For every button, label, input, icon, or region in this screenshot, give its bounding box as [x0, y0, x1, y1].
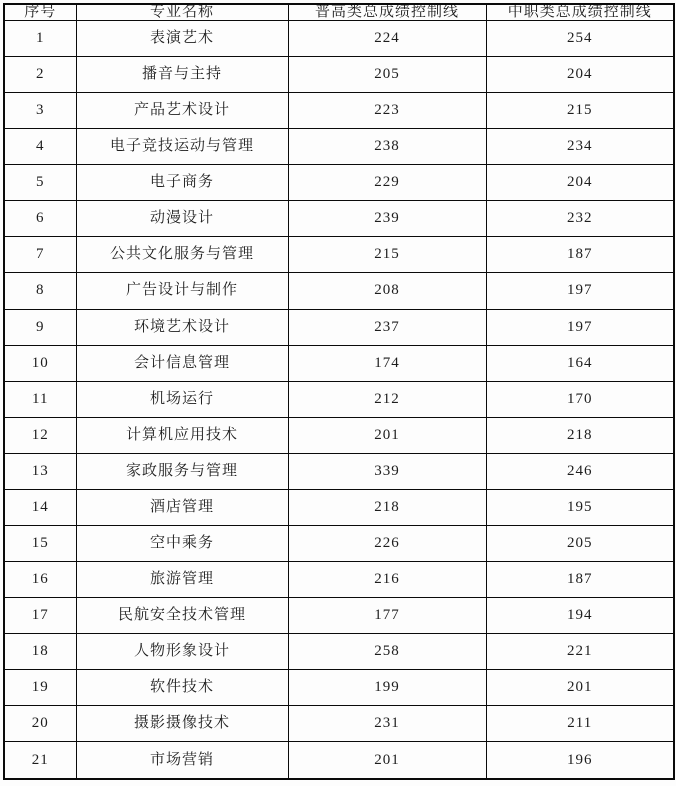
zhongzhi-score-cell: 246: [486, 453, 674, 489]
serial-number-cell: 9: [4, 309, 76, 345]
major-name-cell: 市场营销: [76, 742, 288, 779]
zhongzhi-score-cell: 187: [486, 561, 674, 597]
major-name-cell: 软件技术: [76, 670, 288, 706]
header-major-name: 专业名称: [76, 4, 288, 21]
serial-number-cell: 19: [4, 670, 76, 706]
serial-number-cell: 21: [4, 742, 76, 779]
major-name-cell: 民航安全技术管理: [76, 598, 288, 634]
pugao-score-cell: 212: [288, 381, 486, 417]
table-row: [4, 598, 674, 634]
serial-number-cell: 17: [4, 598, 76, 634]
major-name-cell: 环境艺术设计: [76, 309, 288, 345]
table-row: [4, 21, 674, 57]
serial-number-cell: 6: [4, 201, 76, 237]
pugao-score-cell: 223: [288, 93, 486, 129]
major-name-cell: 会计信息管理: [76, 345, 288, 381]
table-row: [4, 57, 674, 93]
zhongzhi-score-cell: 164: [486, 345, 674, 381]
major-name-cell: 计算机应用技术: [76, 417, 288, 453]
header-serial-number: 序号: [4, 4, 76, 21]
serial-number-cell: 10: [4, 345, 76, 381]
pugao-score-cell: 237: [288, 309, 486, 345]
major-name-cell: 空中乘务: [76, 525, 288, 561]
pugao-score-cell: 229: [288, 165, 486, 201]
table-row: [4, 453, 674, 489]
table-row: [4, 670, 674, 706]
header-row: [4, 4, 674, 21]
zhongzhi-score-cell: 187: [486, 237, 674, 273]
pugao-score-cell: 174: [288, 345, 486, 381]
major-name-cell: 表演艺术: [76, 21, 288, 57]
zhongzhi-score-cell: 232: [486, 201, 674, 237]
zhongzhi-score-cell: 170: [486, 381, 674, 417]
pugao-score-cell: 226: [288, 525, 486, 561]
major-name-cell: 旅游管理: [76, 561, 288, 597]
serial-number-cell: 3: [4, 93, 76, 129]
major-name-cell: 摄影摄像技术: [76, 706, 288, 742]
major-name-cell: 人物形象设计: [76, 634, 288, 670]
pugao-score-cell: 215: [288, 237, 486, 273]
table-row: [4, 381, 674, 417]
serial-number-cell: 2: [4, 57, 76, 93]
serial-number-cell: 16: [4, 561, 76, 597]
table-row: [4, 706, 674, 742]
table-row: [4, 309, 674, 345]
zhongzhi-score-cell: 196: [486, 742, 674, 779]
table-row: [4, 489, 674, 525]
zhongzhi-score-cell: 194: [486, 598, 674, 634]
zhongzhi-score-cell: 218: [486, 417, 674, 453]
zhongzhi-score-cell: 204: [486, 165, 674, 201]
pugao-score-cell: 238: [288, 129, 486, 165]
pugao-score-cell: 201: [288, 742, 486, 779]
major-name-cell: 酒店管理: [76, 489, 288, 525]
table-row: [4, 525, 674, 561]
major-name-cell: 播音与主持: [76, 57, 288, 93]
serial-number-cell: 13: [4, 453, 76, 489]
zhongzhi-score-cell: 201: [486, 670, 674, 706]
serial-number-cell: 5: [4, 165, 76, 201]
zhongzhi-score-cell: 205: [486, 525, 674, 561]
pugao-score-cell: 199: [288, 670, 486, 706]
pugao-score-cell: 177: [288, 598, 486, 634]
table-row: [4, 165, 674, 201]
serial-number-cell: 4: [4, 129, 76, 165]
serial-number-cell: 15: [4, 525, 76, 561]
serial-number-cell: 18: [4, 634, 76, 670]
major-name-cell: 电子竞技运动与管理: [76, 129, 288, 165]
pugao-score-cell: 239: [288, 201, 486, 237]
pugao-score-cell: 216: [288, 561, 486, 597]
serial-number-cell: 14: [4, 489, 76, 525]
zhongzhi-score-cell: 204: [486, 57, 674, 93]
header-zhongzhi-score-line: 中职类总成绩控制线: [486, 4, 674, 21]
major-name-cell: 电子商务: [76, 165, 288, 201]
pugao-score-cell: 201: [288, 417, 486, 453]
zhongzhi-score-cell: 197: [486, 309, 674, 345]
pugao-score-cell: 205: [288, 57, 486, 93]
table-row: [4, 742, 674, 779]
table-row: [4, 273, 674, 309]
table-row: [4, 345, 674, 381]
table-row: [4, 93, 674, 129]
pugao-score-cell: 258: [288, 634, 486, 670]
table-row: [4, 634, 674, 670]
zhongzhi-score-cell: 221: [486, 634, 674, 670]
zhongzhi-score-cell: 215: [486, 93, 674, 129]
pugao-score-cell: 218: [288, 489, 486, 525]
pugao-score-cell: 231: [288, 706, 486, 742]
major-name-cell: 家政服务与管理: [76, 453, 288, 489]
major-name-cell: 广告设计与制作: [76, 273, 288, 309]
serial-number-cell: 20: [4, 706, 76, 742]
pugao-score-cell: 339: [288, 453, 486, 489]
table-row: [4, 417, 674, 453]
table-row: [4, 201, 674, 237]
table-row: [4, 561, 674, 597]
zhongzhi-score-cell: 197: [486, 273, 674, 309]
serial-number-cell: 11: [4, 381, 76, 417]
major-name-cell: 机场运行: [76, 381, 288, 417]
score-control-line-table: [3, 3, 675, 780]
serial-number-cell: 8: [4, 273, 76, 309]
zhongzhi-score-cell: 211: [486, 706, 674, 742]
table-row: [4, 237, 674, 273]
major-name-cell: 公共文化服务与管理: [76, 237, 288, 273]
serial-number-cell: 1: [4, 21, 76, 57]
table-row: [4, 129, 674, 165]
major-name-cell: 产品艺术设计: [76, 93, 288, 129]
pugao-score-cell: 224: [288, 21, 486, 57]
serial-number-cell: 7: [4, 237, 76, 273]
zhongzhi-score-cell: 254: [486, 21, 674, 57]
zhongzhi-score-cell: 234: [486, 129, 674, 165]
major-name-cell: 动漫设计: [76, 201, 288, 237]
zhongzhi-score-cell: 195: [486, 489, 674, 525]
pugao-score-cell: 208: [288, 273, 486, 309]
header-pugao-score-line: 普高类总成绩控制线: [288, 4, 486, 21]
serial-number-cell: 12: [4, 417, 76, 453]
